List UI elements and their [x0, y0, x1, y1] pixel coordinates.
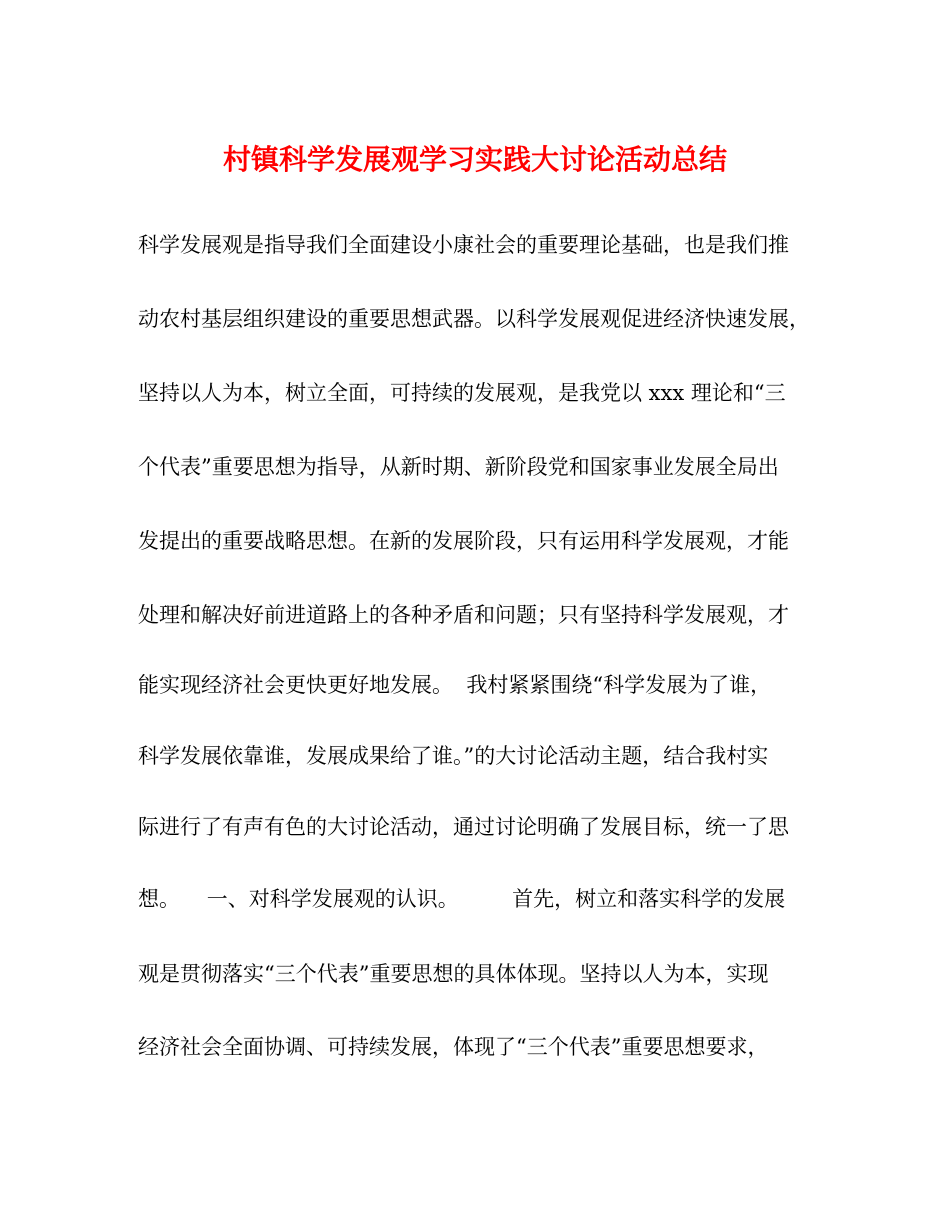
body-line: 观是贯彻落实“三个代表”重要思想的具体体现。坚持以人为本，实现	[138, 962, 769, 986]
body-line: 个代表”重要思想为指导，从新时期、新阶段党和国家事业发展全局出	[138, 455, 779, 479]
body-line: 科学发展观是指导我们全面建设小康社会的重要理论基础，也是我们推	[138, 233, 789, 257]
body-line: 科学发展依靠谁，发展成果给了谁。”的大讨论活动主题，结合我村实	[138, 744, 769, 768]
body-line: 处理和解决好前进道路上的各种矛盾和问题；只有坚持科学发展观，才	[138, 603, 789, 627]
body-line: 动农村基层组织建设的重要思想武器。以科学发展观促进经济快速发展，	[138, 307, 810, 331]
body-line: 能实现经济社会更快更好地发展。 我村紧紧围绕“科学发展为了谁，	[138, 673, 772, 697]
document-title: 村镇科学发展观学习实践大讨论活动总结	[222, 143, 727, 176]
body-line: 坚持以人为本，树立全面，可持续的发展观，是我党以 xxx 理论和“三	[138, 381, 786, 405]
body-line: 发提出的重要战略思想。在新的发展阶段，只有运用科学发展观，才能	[138, 529, 789, 553]
body-line: 想。 一、对科学发展观的认识。 首先，树立和落实科学的发展	[138, 887, 786, 911]
body-line: 经济社会全面协调、可持续发展，体现了“三个代表”重要思想要求，	[138, 1035, 769, 1059]
body-line: 际进行了有声有色的大讨论活动，通过讨论明确了发展目标，统一了思	[138, 815, 789, 839]
